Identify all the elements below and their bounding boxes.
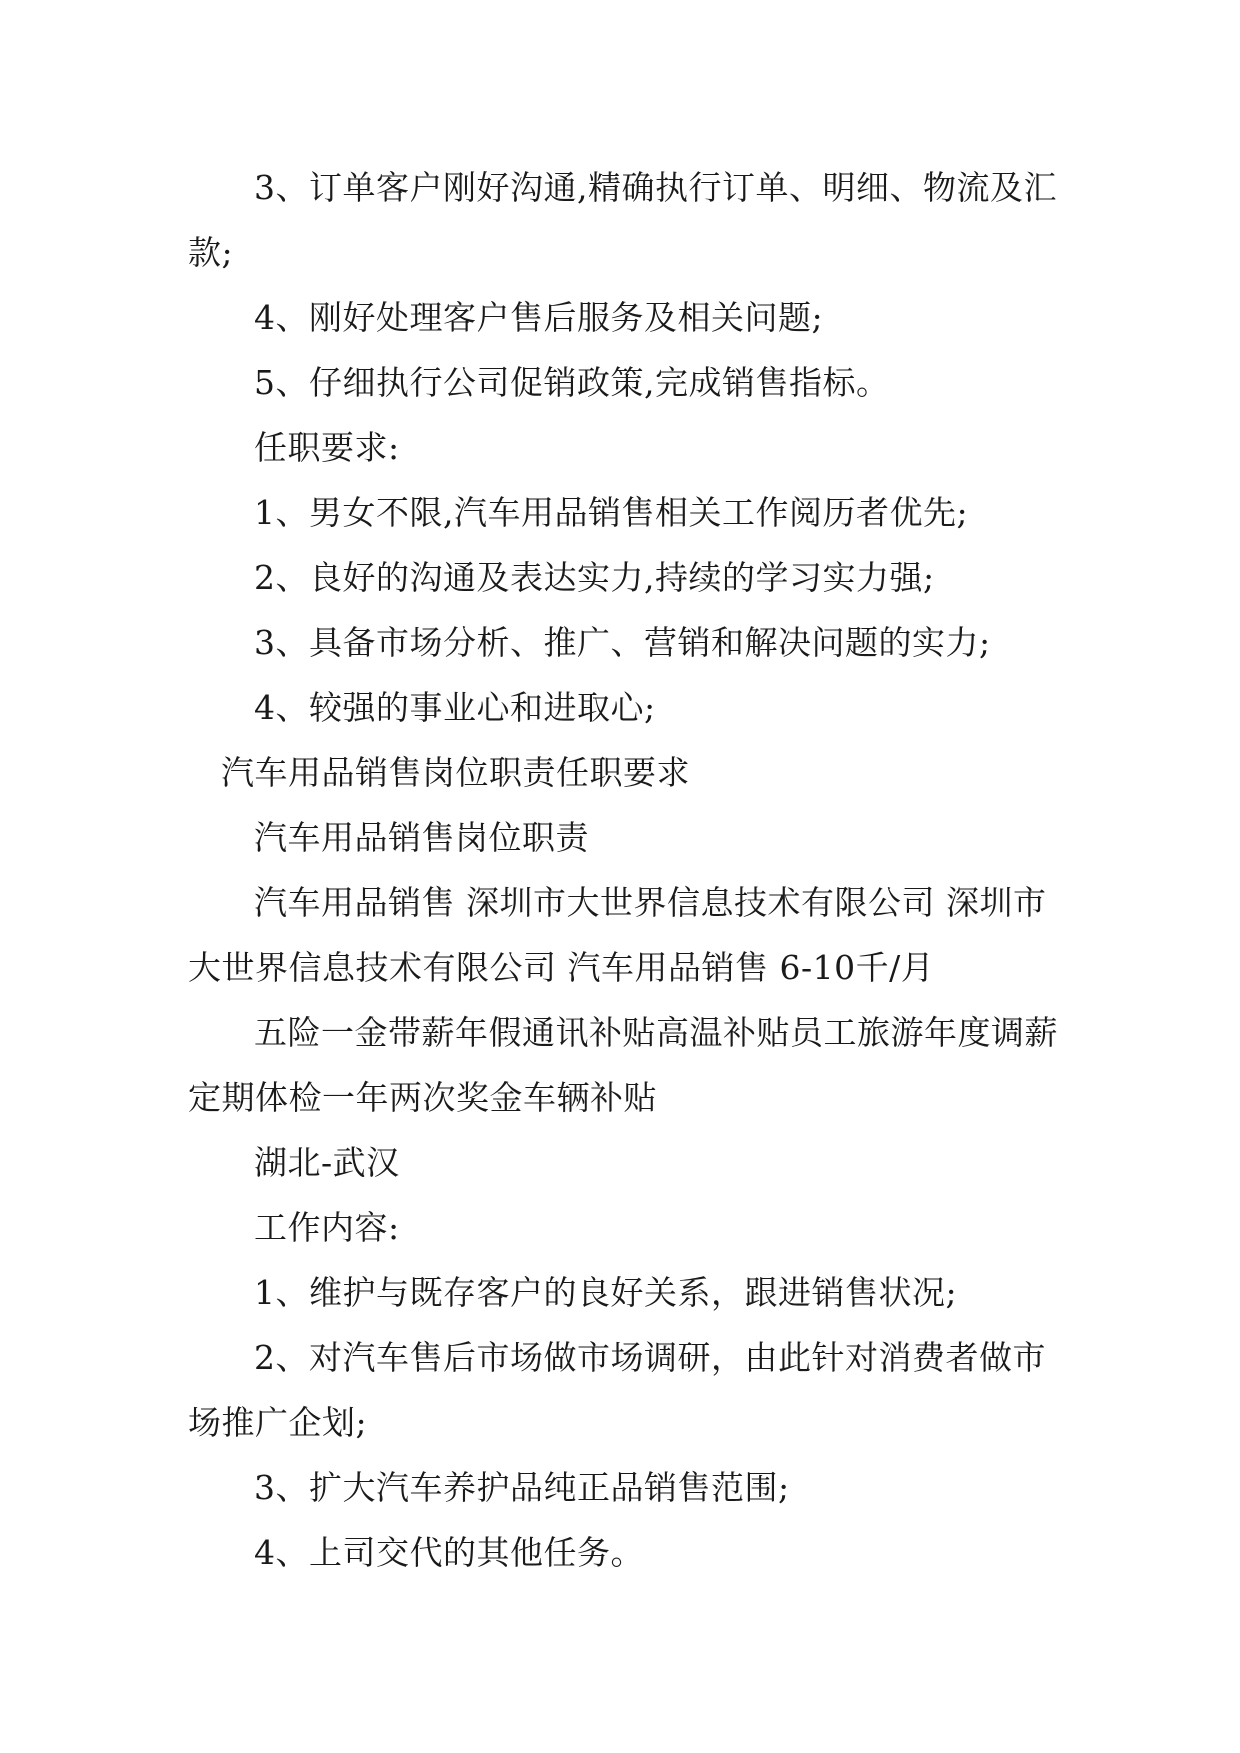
paragraph-duty-3: 3、扩大汽车养护品纯正品销售范围; bbox=[254, 1468, 790, 1507]
paragraph-requirement-4: 4、较强的事业心和进取心; bbox=[254, 688, 656, 727]
section-title: 汽车用品销售岗位职责任职要求 bbox=[221, 753, 690, 792]
paragraph-duty-1: 1、维护与既存客户的良好关系，跟进销售状况; bbox=[254, 1273, 958, 1312]
paragraph-promotion-policy: 5、仔细执行公司促销政策,完成销售指标。 bbox=[254, 363, 890, 402]
document-body bbox=[188, 155, 1058, 1585]
paragraph-company-salary: 汽车用品销售 深圳市大世界信息技术有限公司 深圳市大世界信息技术有限公司 汽车用品销售 6-10千/月 bbox=[188, 883, 1047, 987]
paragraph-order-communication: 3、订单客户刚好沟通,精确执行订单、明细、物流及汇款; bbox=[188, 168, 1057, 272]
paragraph-job-title: 汽车用品销售岗位职责 bbox=[254, 818, 589, 857]
paragraph-requirement-2: 2、良好的沟通及表达实力,持续的学习实力强; bbox=[254, 558, 935, 597]
paragraph-requirement-1: 1、男女不限,汽车用品销售相关工作阅历者优先; bbox=[254, 493, 969, 532]
paragraph-duty-4: 4、上司交代的其他任务。 bbox=[254, 1533, 644, 1572]
paragraph-duties-heading: 工作内容: bbox=[254, 1208, 400, 1247]
paragraph-location: 湖北-武汉 bbox=[254, 1143, 400, 1182]
paragraph-duty-2: 2、对汽车售后市场做市场调研，由此针对消费者做市场推广企划; bbox=[188, 1338, 1046, 1442]
paragraph-requirement-3: 3、具备市场分析、推广、营销和解决问题的实力; bbox=[254, 623, 991, 662]
paragraph-benefits: 五险一金带薪年假通讯补贴高温补贴员工旅游年度调薪定期体检一年两次奖金车辆补贴 bbox=[188, 1013, 1058, 1117]
paragraph-after-sales: 4、刚好处理客户售后服务及相关问题; bbox=[254, 298, 824, 337]
paragraph-requirements-heading: 任职要求: bbox=[254, 428, 400, 467]
